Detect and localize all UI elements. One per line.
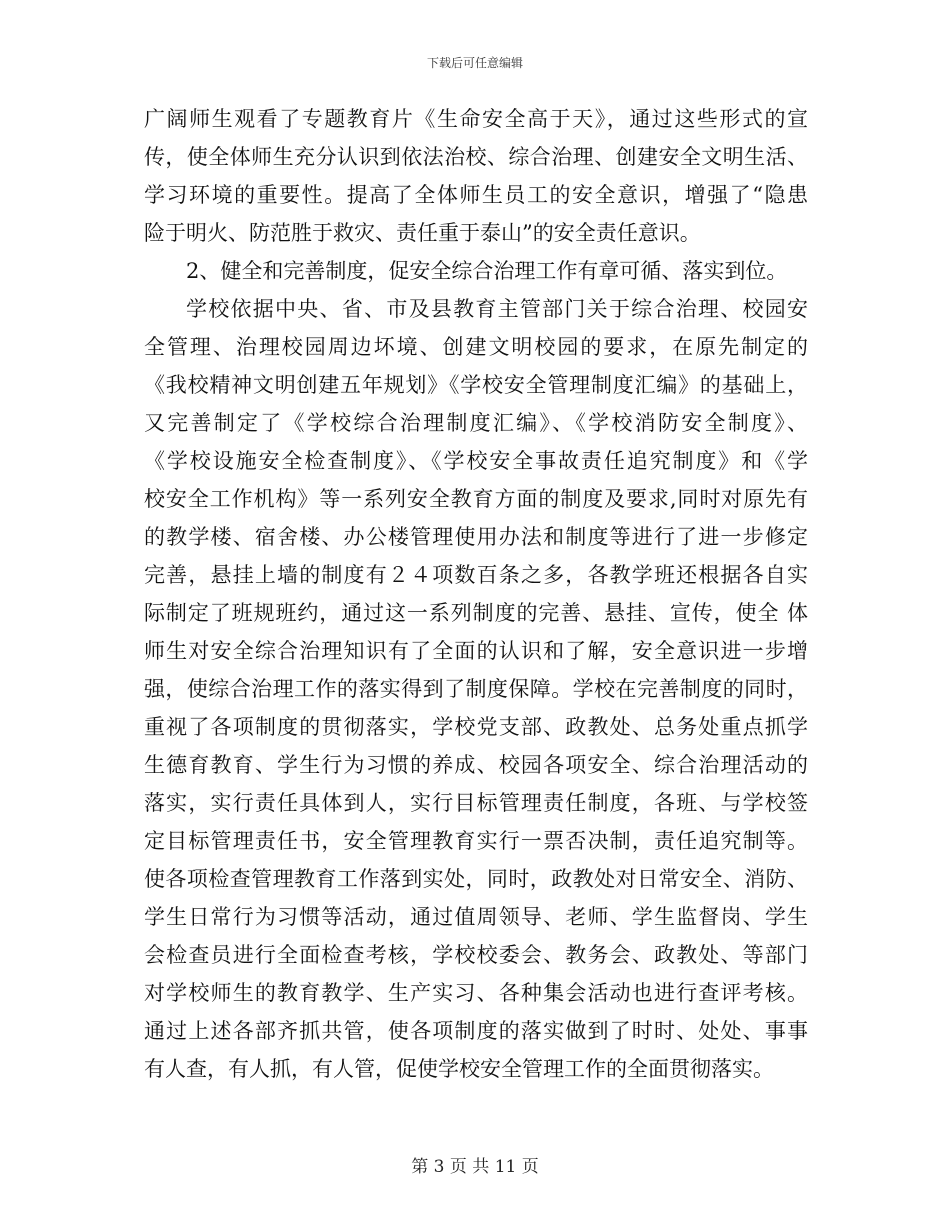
text-line: 《我校精神文明创建五年规划》《学校安全管理制度汇编》的基础上， xyxy=(144,373,808,397)
text-line: 校安全工作机构》等一系列安全教育方面的制度及要求,同时对原先有 xyxy=(144,487,808,511)
text-line: 际制定了班规班约，通过这一系列制度的完善、悬挂、宣传，使全 体 xyxy=(144,601,808,625)
text-line: 重视了各项制度的贯彻落实，学校党支部、政教处、总务处重点抓学 xyxy=(144,715,808,739)
text-line: 全管理、治理校园周边坏境、创建文明校园的要求，在原先制定的 xyxy=(144,335,808,359)
text-line: 险于明火、防范胜于救灾、责任重于泰山”的安全责任意识。 xyxy=(144,221,701,245)
text-line: 强，使综合治理工作的落实得到了制度保障。学校在完善制度的同时， xyxy=(144,677,808,701)
text-line: 有人查，有人抓，有人管，促使学校安全管理工作的全面贯彻落实。 xyxy=(144,1057,774,1081)
section-heading: 2、健全和完善制度，促安全综合治理工作有章可循、落实到位。 xyxy=(186,259,788,283)
text-line: 学生日常行为习惯等活动，通过值周领导、老师、学生监督岗、学生 xyxy=(144,905,808,929)
text-line: 完善，悬挂上墙的制度有２４项数百条之多，各教学班还根据各自实 xyxy=(144,563,808,587)
text-line: 学校依据中央、省、市及县教育主管部门关于综合治理、校园安 xyxy=(186,297,808,321)
text-line: 定目标管理责任书，安全管理教育实行一票否决制，责任追究制等。 xyxy=(144,829,808,853)
page-header: 下载后可任意编辑 xyxy=(426,56,523,70)
text-line: 落实，实行责任具体到人，实行目标管理责任制度，各班、与学校签 xyxy=(144,791,808,815)
text-line: 通过上述各部齐抓共管，使各项制度的落实做到了时时、处处、事事 xyxy=(144,1019,808,1043)
text-line: 对学校师生的教育教学、生产实习、各种集会活动也进行查评考核。 xyxy=(144,981,808,1005)
text-line: 使各项检查管理教育工作落到实处，同时，政教处对日常安全、消防、 xyxy=(144,867,808,891)
text-line: 生德育教育、学生行为习惯的养成、校园各项安全、综合治理活动的 xyxy=(144,753,808,777)
document-body xyxy=(144,100,808,1088)
text-line: 的教学楼、宿舍楼、办公楼管理使用办法和制度等进行了进一步修定 xyxy=(144,525,808,549)
text-line: 师生对安全综合治理知识有了全面的认识和了解，安全意识进一步增 xyxy=(144,639,808,663)
text-line: 传，使全体师生充分认识到依法治校、综合治理、创建安全文明生活、 xyxy=(144,145,808,169)
text-line: 会检查员进行全面检查考核，学校校委会、教务会、政教处、等部门 xyxy=(144,943,808,967)
text-line: 《学校设施安全检查制度》、《学校安全事故责任追究制度》和《学 xyxy=(144,449,808,473)
text-line: 广阔师生观看了专题教育片《生命安全高于天》，通过这些形式的宣 xyxy=(144,107,808,131)
text-line: 又完善制定了《学校综合治理制度汇编》、《学校消防安全制度》、 xyxy=(144,411,808,435)
page-number: 第 3 页 共 11 页 xyxy=(411,1157,539,1177)
text-line: 学习环境的重要性。提高了全体师生员工的安全意识，增强了“隐患 xyxy=(144,183,808,207)
